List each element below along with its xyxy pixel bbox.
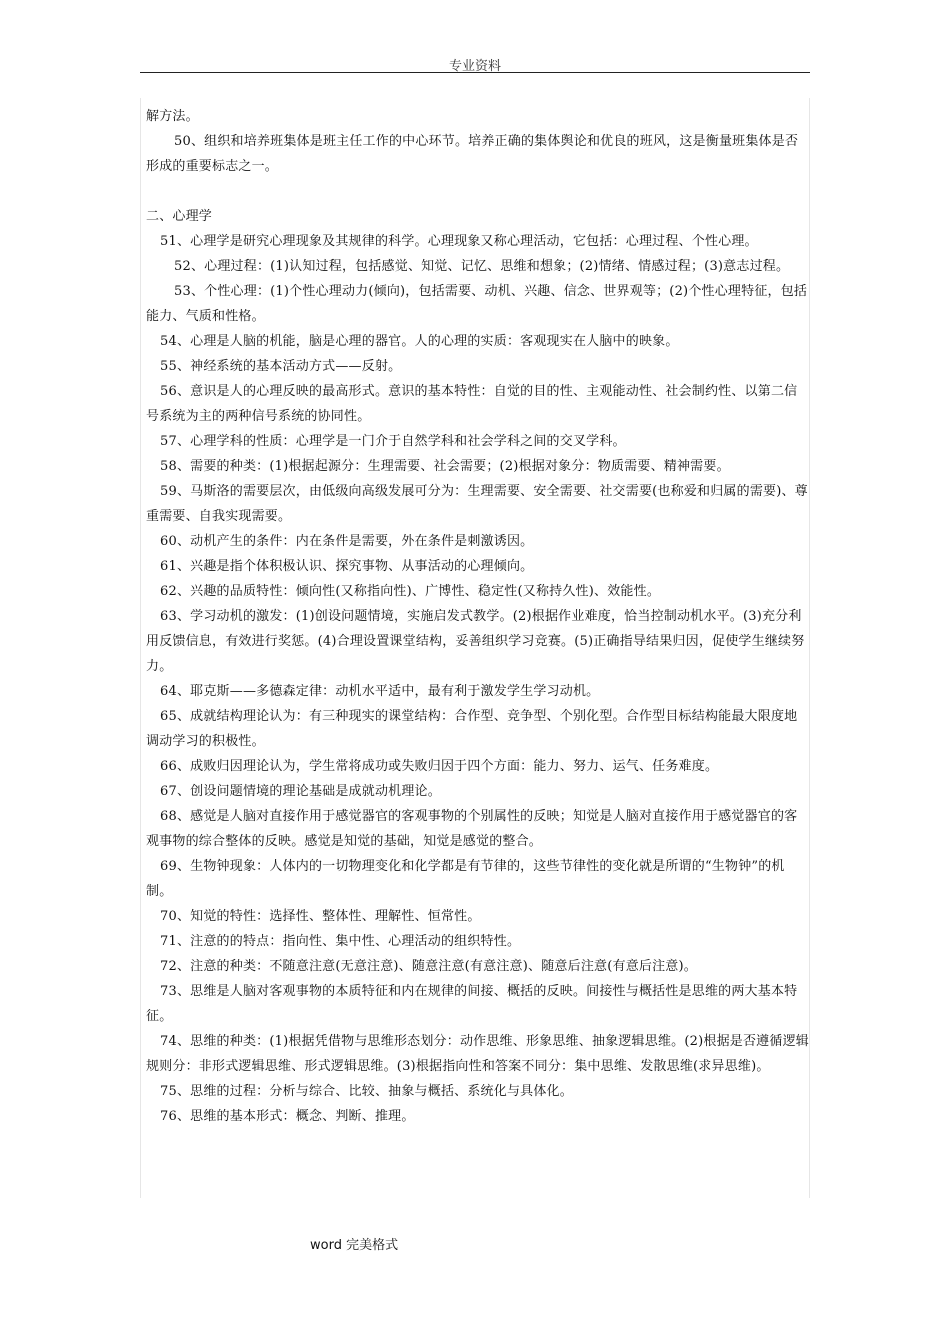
paragraph-63: 63、学习动机的激发：(1)创设问题情境，实施启发式教学。(2)根据作业难度，恰当控制动机水平。(3)充分利用反馈信息，有效进行奖惩。(4)合理设置课堂结构，妥善组织学习竞赛。(5)正确指导结果归因，促使学生继续努力。 bbox=[146, 609, 805, 674]
left-margin-line bbox=[140, 98, 141, 1198]
paragraph-72: 72、注意的种类：不随意注意(无意注意)、随意注意(有意注意)、随意后注意(有意后注意)。 bbox=[160, 959, 697, 974]
paragraph-51: 51、心理学是研究心理现象及其规律的科学。心理现象又称心理活动，它包括：心理过程、个性心理。 bbox=[160, 234, 758, 249]
paragraph-57: 57、心理学科的性质：心理学是一门介于自然学科和社会学科之间的交叉学科。 bbox=[160, 434, 626, 449]
paragraph-76: 76、思维的基本形式：概念、判断、推理。 bbox=[160, 1109, 415, 1124]
paragraph-68: 68、感觉是人脑对直接作用于感觉器官的客观事物的个别属性的反映；知觉是人脑对直接作用于感觉器官的客观事物的综合整体的反映。感觉是知觉的基础，知觉是感觉的整合。 bbox=[146, 809, 798, 849]
paragraph-53: 53、个性心理：(1)个性心理动力(倾向)，包括需要、动机、兴趣、信念、世界观等；(2)个性心理特征，包括能力、气质和性格。 bbox=[146, 284, 808, 324]
paragraph-65: 65、成就结构理论认为：有三种现实的课堂结构：合作型、竞争型、个别化型。合作型目标结构能最大限度地调动学习的积极性。 bbox=[146, 709, 798, 749]
paragraph-67: 67、创设问题情境的理论基础是成就动机理论。 bbox=[160, 784, 441, 799]
paragraph-52: 52、心理过程：(1)认知过程，包括感觉、知觉、记忆、思维和想象；(2)情绪、情感过程；(3)意志过程。 bbox=[174, 259, 790, 274]
paragraph-71: 71、注意的的特点：指向性、集中性、心理活动的组织特性。 bbox=[160, 934, 521, 949]
paragraph-69: 69、生物钟现象：人体内的一切物理变化和化学都是有节律的，这些节律性的变化就是所谓的“生物钟”的机制。 bbox=[146, 859, 785, 899]
section-heading-psychology: 二、心理学 bbox=[146, 209, 213, 224]
document-body bbox=[146, 104, 810, 1129]
page-footer: word 完美格式 bbox=[310, 1238, 399, 1253]
paragraph-64: 64、耶克斯——多德森定律：动机水平适中，最有利于激发学生学习动机。 bbox=[160, 684, 600, 699]
paragraph-50: 50、组织和培养班集体是班主任工作的中心环节。培养正确的集体舆论和优良的班风，这是衡量班集体是否形成的重要标志之一。 bbox=[146, 134, 799, 174]
paragraph-70: 70、知觉的特性：选择性、整体性、理解性、恒常性。 bbox=[160, 909, 481, 924]
paragraph-73: 73、思维是人脑对客观事物的本质特征和内在规律的间接、概括的反映。间接性与概括性是思维的两大基本特征。 bbox=[146, 984, 798, 1024]
paragraph-74: 74、思维的种类：(1)根据凭借物与思维形态划分：动作思维、形象思维、抽象逻辑思维。(2)根据是否遵循逻辑规则分：非形式逻辑思维、形式逻辑思维。(3)根据指向性和答案不同分：集中思维、发散思维(求异思维)。 bbox=[146, 1034, 809, 1074]
paragraph-59: 59、马斯洛的需要层次，由低级向高级发展可分为：生理需要、安全需要、社交需要(也称爱和归属的需要)、尊重需要、自我实现需要。 bbox=[146, 484, 808, 524]
paragraph-58: 58、需要的种类：(1)根据起源分：生理需要、社会需要；(2)根据对象分：物质需要、精神需要。 bbox=[160, 459, 730, 474]
paragraph-56: 56、意识是人的心理反映的最高形式。意识的基本特性：自觉的目的性、主观能动性、社会制约性、以第二信号系统为主的两种信号系统的协同性。 bbox=[146, 384, 798, 424]
paragraph-54: 54、心理是人脑的机能，脑是心理的器官。人的心理的实质：客观现实在人脑中的映象。 bbox=[160, 334, 679, 349]
paragraph-55: 55、神经系统的基本活动方式——反射。 bbox=[160, 359, 402, 374]
paragraph-continuation: 解方法。 bbox=[146, 109, 199, 124]
paragraph-66: 66、成败归因理论认为，学生常将成功或失败归因于四个方面：能力、努力、运气、任务难度。 bbox=[160, 759, 719, 774]
page-header: 专业资料 bbox=[448, 59, 501, 74]
header-divider bbox=[140, 72, 810, 73]
spacer bbox=[146, 179, 810, 204]
paragraph-61: 61、兴趣是指个体积极认识、探究事物、从事活动的心理倾向。 bbox=[160, 559, 534, 574]
paragraph-60: 60、动机产生的条件：内在条件是需要，外在条件是刺激诱因。 bbox=[160, 534, 534, 549]
paragraph-62: 62、兴趣的品质特性：倾向性(又称指向性)、广博性、稳定性(又称持久性)、效能性。 bbox=[160, 584, 661, 599]
paragraph-75: 75、思维的过程：分析与综合、比较、抽象与概括、系统化与具体化。 bbox=[160, 1084, 573, 1099]
